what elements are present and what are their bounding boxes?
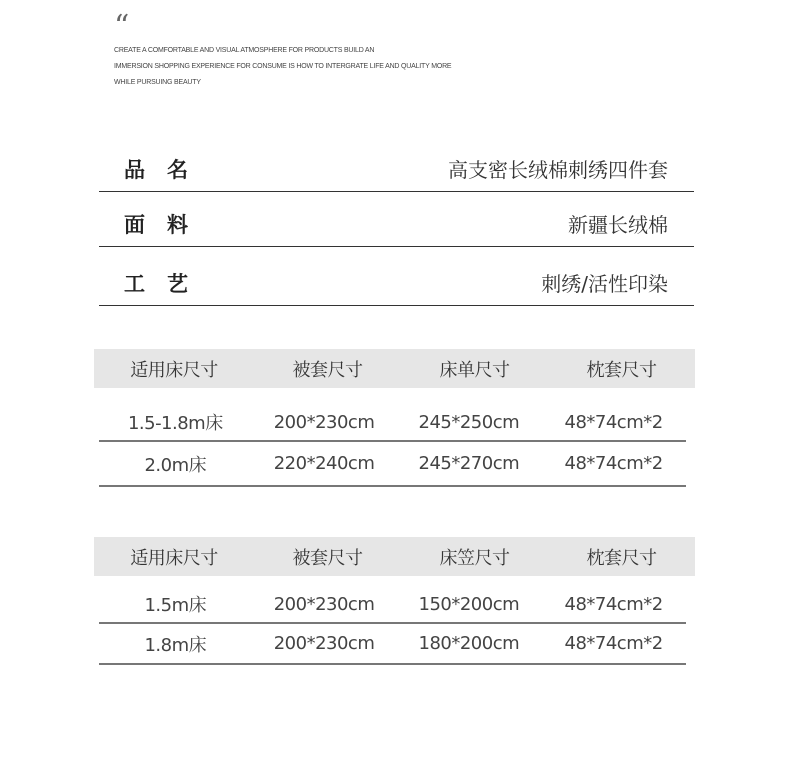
table-cell: 200*230cm xyxy=(273,411,375,433)
table-row xyxy=(99,388,686,442)
table-cell: 48*74cm*2 xyxy=(564,593,663,615)
header-cell: 床单尺寸 xyxy=(439,359,510,381)
header-cell: 枕套尺寸 xyxy=(586,547,657,569)
table-cell: 150*200cm xyxy=(418,593,520,615)
tagline-line: WHILE PURSUING BEAUTY xyxy=(114,79,201,86)
table-row xyxy=(99,576,686,624)
table-cell: 245*250cm xyxy=(418,411,520,433)
info-label: 工艺 xyxy=(124,272,210,296)
info-label: 品名 xyxy=(124,158,210,182)
tagline xyxy=(114,46,554,94)
quote-mark-icon: “ xyxy=(114,9,128,44)
product-info xyxy=(99,147,694,306)
size-table-sheet xyxy=(94,349,695,487)
table-row xyxy=(99,442,686,487)
size-table-fitted xyxy=(94,537,695,665)
table-cell: 200*230cm xyxy=(273,593,375,615)
info-value: 刺绣/活性印染 xyxy=(541,272,668,296)
header-cell: 枕套尺寸 xyxy=(586,359,657,381)
header-cell: 被套尺寸 xyxy=(292,547,363,569)
table-cell: 2.0m床 xyxy=(144,454,207,476)
tagline-line: CREATE A COMFORTABLE AND VISUAL ATMOSPHERE FOR PRODUCTS BUILD AN xyxy=(114,47,375,54)
table-header xyxy=(94,537,695,576)
info-label: 面料 xyxy=(124,213,210,237)
table-cell: 48*74cm*2 xyxy=(564,633,663,654)
table-cell: 1.5-1.8m床 xyxy=(127,413,223,434)
table-cell: 245*270cm xyxy=(418,453,520,474)
info-row-craft xyxy=(99,247,694,306)
info-value: 高支密长绒棉刺绣四件套 xyxy=(448,158,668,182)
header-cell: 被套尺寸 xyxy=(292,359,363,381)
table-cell: 220*240cm xyxy=(273,453,375,474)
table-cell: 48*74cm*2 xyxy=(564,411,663,433)
header-cell: 适用床尺寸 xyxy=(130,547,218,569)
table-cell: 200*230cm xyxy=(273,633,375,654)
table-cell: 1.5m床 xyxy=(144,595,207,616)
table-cell: 48*74cm*2 xyxy=(564,453,663,474)
table-cell: 180*200cm xyxy=(418,633,520,654)
table-cell: 1.8m床 xyxy=(144,634,207,656)
tagline-line: IMMERSION SHOPPING EXPERIENCE FOR CONSUME IS HOW TO INTERGRATE LIFE AND QUALITY MORE xyxy=(114,63,452,70)
table-header xyxy=(94,349,695,388)
info-row-fabric xyxy=(99,192,694,247)
header-cell: 床笠尺寸 xyxy=(439,547,510,569)
info-row-name xyxy=(99,147,694,192)
table-row xyxy=(99,624,686,665)
info-value: 新疆长绒棉 xyxy=(568,213,668,237)
header-cell: 适用床尺寸 xyxy=(130,359,218,381)
